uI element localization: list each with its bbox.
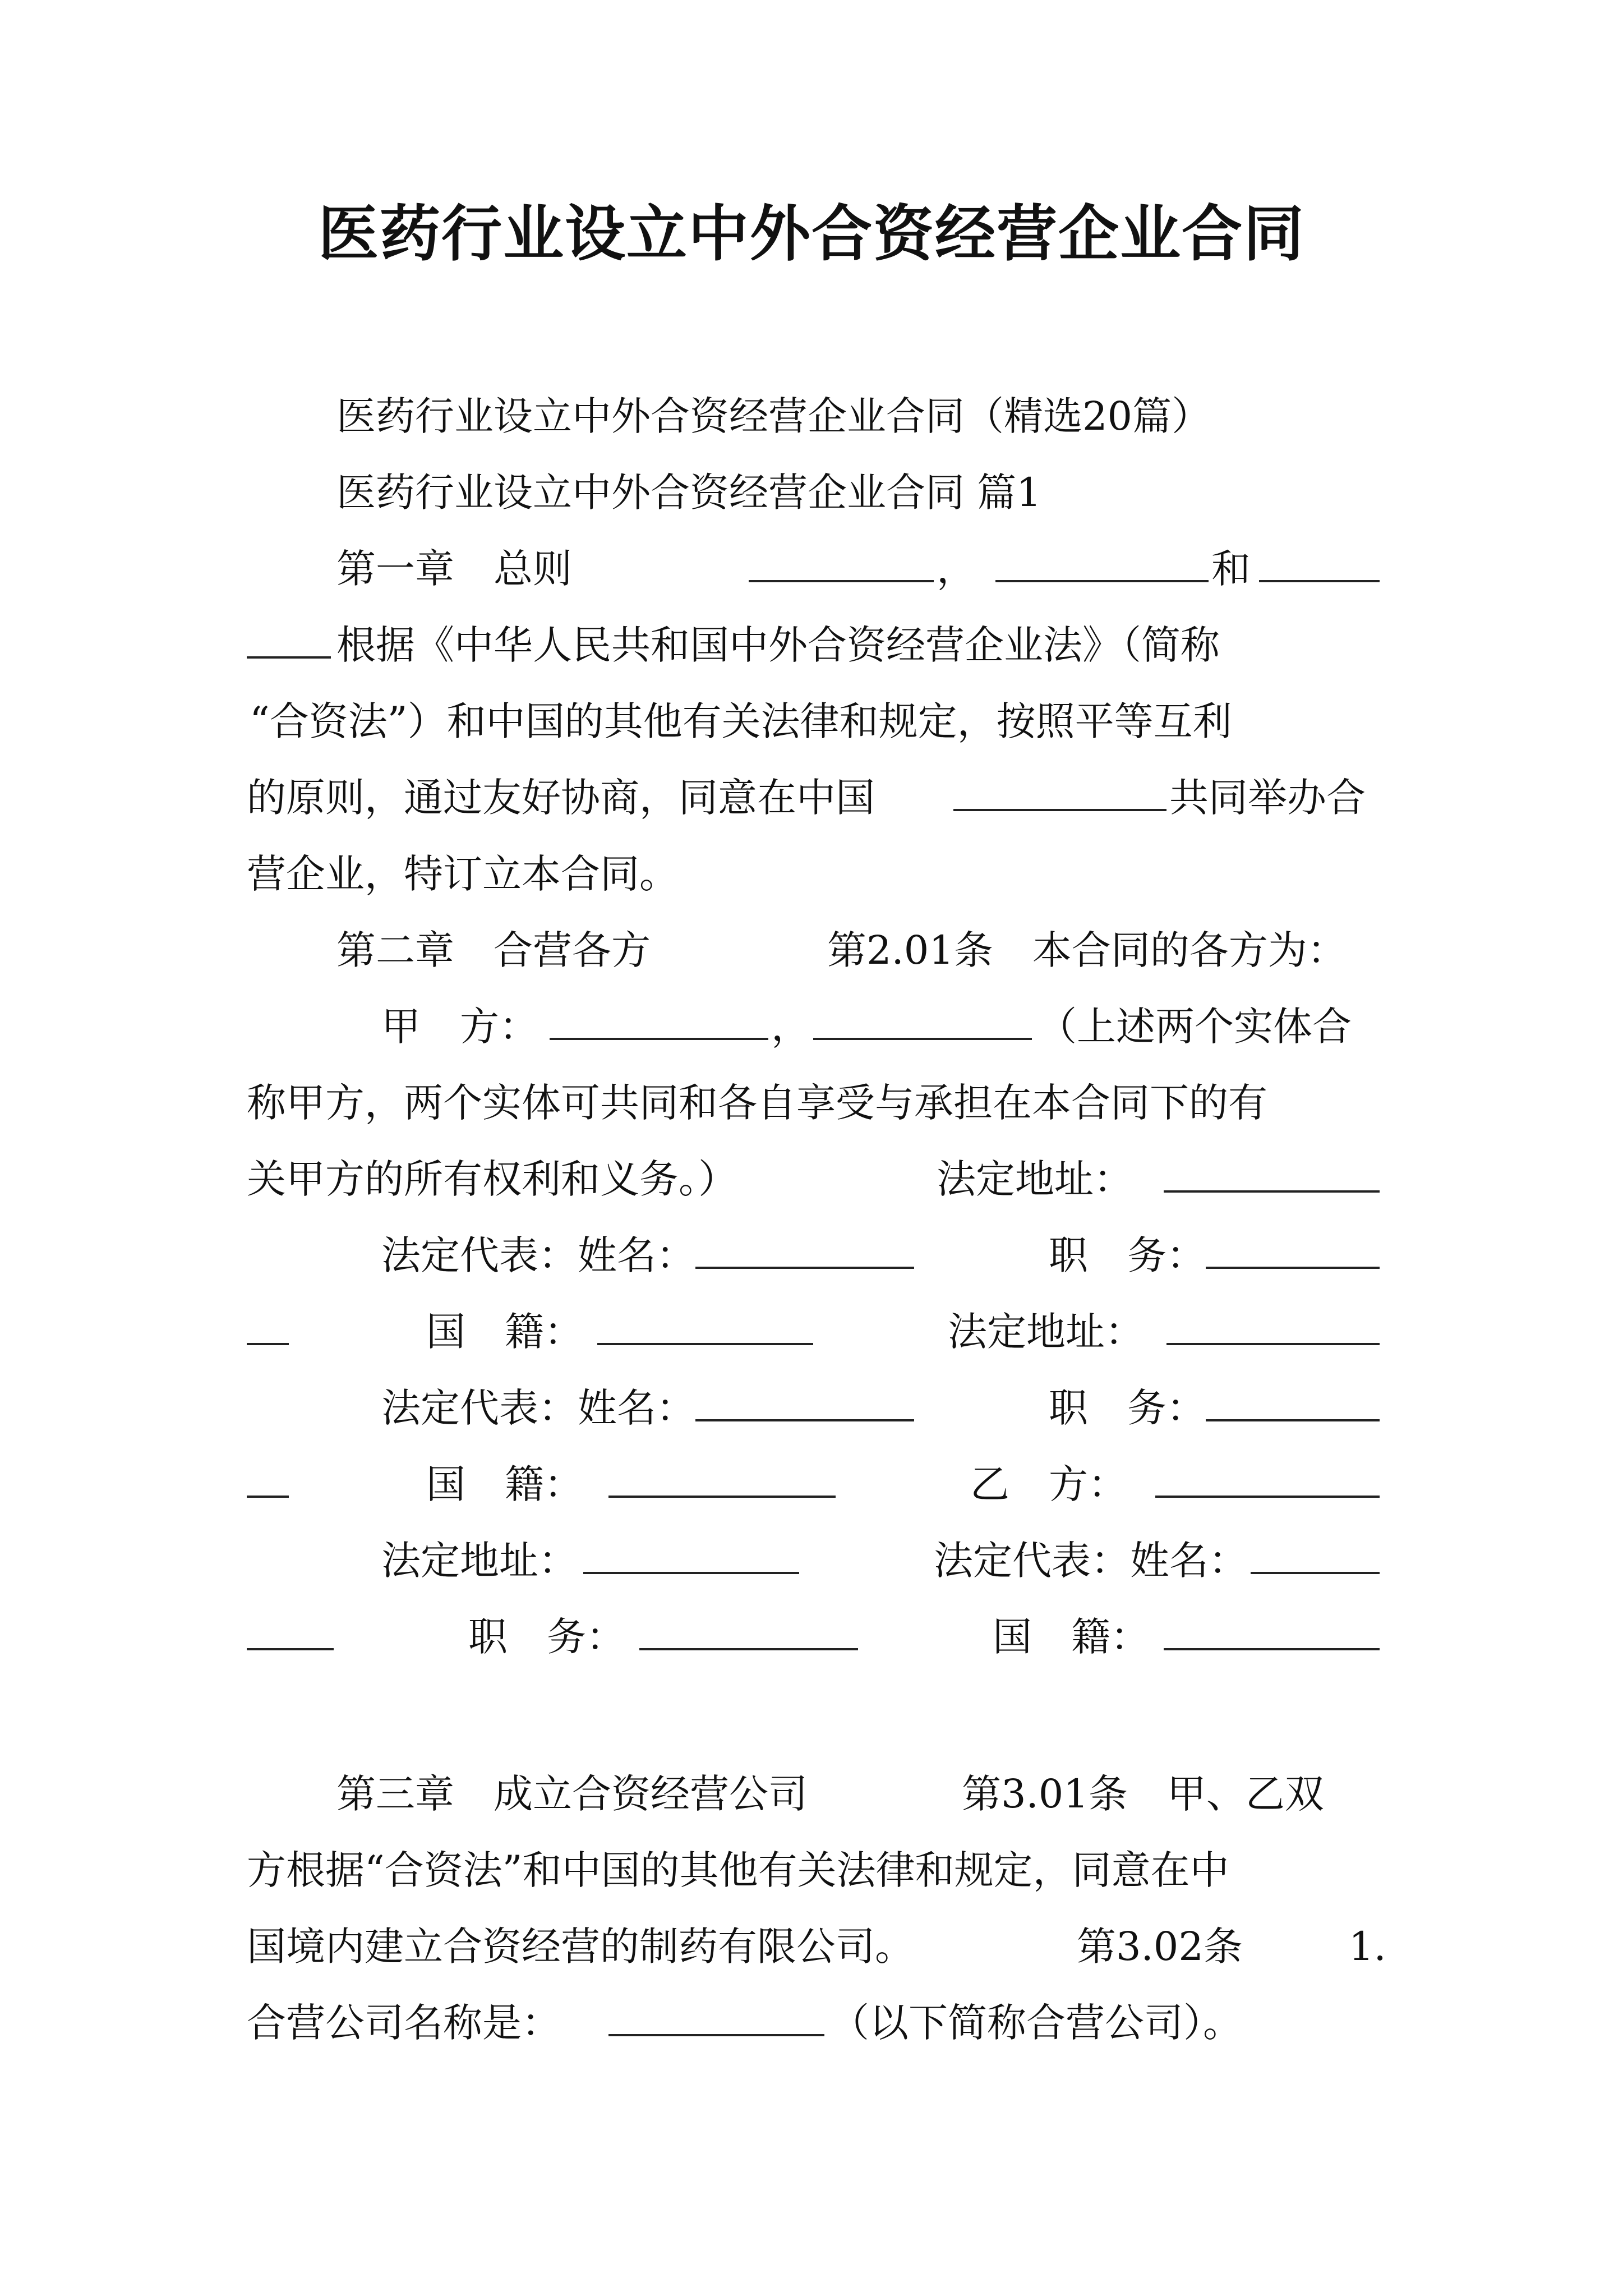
legal-rep-blank-1[interactable] — [695, 1227, 914, 1269]
ch2-text-3: 关甲方的所有权利和义务。） — [247, 1156, 737, 1202]
ch2-text-2: 称甲方，两个实体可共同和各自享受与承担在本合同下的有 — [247, 1080, 1267, 1126]
ch3-article-1: 第3.01条 甲、乙双 — [962, 1771, 1324, 1817]
party-name-blank-3-cont[interactable] — [247, 617, 331, 659]
ch1-text-3: “合资法”）和中国的其他有关法律和规定，按照平等互利 — [250, 698, 1232, 744]
position-blank-2[interactable] — [1206, 1380, 1380, 1421]
legal-rep-label-3: 法定代表：姓名： — [934, 1538, 1248, 1584]
section-heading: 医药行业设立中外合资经营企业合同 篇1 — [336, 470, 1041, 516]
legal-address-label-3: 法定地址： — [381, 1538, 578, 1584]
separator-comma-2: ， — [771, 1004, 810, 1050]
ch3-text-2: 方根据“合资法”和中国的其他有关法律和规定，同意在中 — [247, 1847, 1229, 1893]
subtitle: 医药行业设立中外合资经营企业合同（精选20篇） — [336, 393, 1211, 439]
legal-address-label-2: 法定地址： — [948, 1309, 1144, 1355]
ch3-item-1: 1. — [1349, 1924, 1386, 1970]
nationality-label-2: 国 籍： — [426, 1461, 583, 1507]
position-label-3: 职 务： — [468, 1614, 625, 1660]
company-name-blank[interactable] — [608, 1995, 824, 2036]
legal-rep-label-2: 法定代表：姓名： — [381, 1385, 695, 1431]
nationality-label-1: 国 籍： — [426, 1309, 583, 1355]
position-label-2: 职 务： — [1049, 1385, 1206, 1431]
ch3-text-3a: 国境内建立合资经营的制药有限公司。 — [247, 1924, 914, 1970]
party-b-label: 乙 方： — [970, 1461, 1127, 1507]
party-a-blank-1[interactable] — [550, 999, 768, 1040]
position-blank-1-cont[interactable] — [247, 1304, 289, 1345]
party-a-note: （上述两个实体合 — [1038, 1004, 1352, 1050]
party-a-blank-2[interactable] — [813, 999, 1032, 1040]
legal-rep-blank-3-cont[interactable] — [247, 1609, 334, 1650]
legal-rep-blank-2[interactable] — [695, 1380, 914, 1421]
nationality-blank-1[interactable] — [597, 1304, 813, 1345]
document-title: 医药行业设立中外合资经营企业合同 — [317, 199, 1305, 269]
legal-address-label-1: 法定地址： — [937, 1156, 1133, 1202]
separator-and: 和 — [1211, 546, 1251, 592]
party-name-blank-3[interactable] — [1259, 541, 1380, 582]
location-blank[interactable] — [953, 770, 1166, 811]
ch3-text-4a: 合营公司名称是： — [247, 2000, 561, 2046]
nationality-blank-3[interactable] — [1164, 1609, 1380, 1650]
ch1-text-2: 根据《中华人民共和国中外合资经营企业法》（简称 — [336, 622, 1220, 668]
ch1-heading: 第一章 总则 — [336, 546, 572, 592]
legal-address-blank-3[interactable] — [583, 1533, 799, 1574]
party-name-blank-1[interactable] — [749, 541, 934, 582]
ch3-article-2: 第3.02条 — [1077, 1924, 1243, 1970]
ch1-text-4b: 共同举办合 — [1169, 775, 1366, 821]
ch1-text-5: 营企业，特订立本合同。 — [247, 851, 679, 897]
party-b-blank[interactable] — [1155, 1456, 1380, 1498]
ch1-text-4a: 的原则，通过友好协商，同意在中国 — [247, 775, 875, 821]
nationality-blank-2[interactable] — [608, 1456, 836, 1498]
legal-rep-label-1: 法定代表：姓名： — [381, 1232, 695, 1278]
ch2-article: 第2.01条 本合同的各方为： — [827, 927, 1347, 973]
position-blank-1[interactable] — [1206, 1227, 1380, 1269]
legal-address-blank-1[interactable] — [1164, 1151, 1380, 1193]
party-a-label: 甲 方： — [381, 1004, 538, 1050]
position-blank-3[interactable] — [639, 1609, 858, 1650]
position-label-1: 职 务： — [1049, 1232, 1206, 1278]
ch2-heading: 第二章 合营各方 — [336, 927, 651, 973]
nationality-label-3: 国 籍： — [993, 1614, 1150, 1660]
legal-address-blank-2[interactable] — [1166, 1304, 1380, 1345]
position-blank-2-cont[interactable] — [247, 1456, 289, 1498]
ch3-text-4b: （以下简称合营公司）。 — [830, 2000, 1242, 2046]
party-name-blank-2[interactable] — [995, 541, 1209, 582]
separator-comma: ， — [937, 546, 976, 592]
legal-rep-blank-3[interactable] — [1251, 1533, 1380, 1574]
ch3-heading: 第三章 成立合资经营公司 — [336, 1771, 808, 1817]
